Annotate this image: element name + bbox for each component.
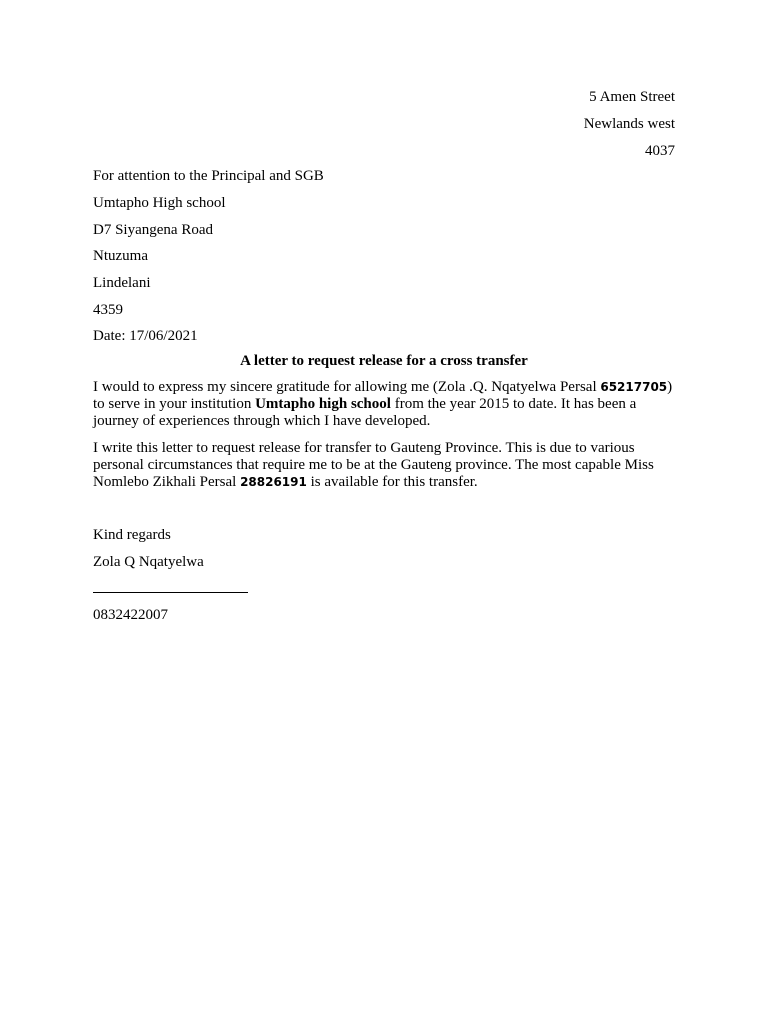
paragraph-gratitude-text-2: ) to serve in your institution — [93, 379, 673, 412]
recipient-town: Lindelani — [93, 275, 151, 291]
signatory-name: Zola Q Nqatyelwa — [93, 554, 204, 570]
closing: Kind regards — [93, 527, 171, 543]
sender-suburb: Newlands west — [583, 116, 675, 132]
recipient-school: Umtapho High school — [93, 195, 226, 211]
recipient-road: D7 Siyangena Road — [93, 222, 213, 238]
signature-line — [93, 592, 248, 593]
persal-number-replacement: 28826191 — [240, 475, 307, 489]
paragraph-gratitude-text-1: I would to express my sincere gratitude for allowing me (Zola .Q. Nqatyelwa Persal — [93, 379, 601, 395]
paragraph-request — [93, 440, 678, 491]
paragraph-gratitude-text-3: from the year 2015 to date. It has been a journey of experiences through which I have developed. — [93, 396, 637, 429]
recipient-area: Ntuzuma — [93, 248, 148, 264]
letter-title: A letter to request release for a cross transfer — [240, 353, 528, 369]
school-name-bold: Umtapho high school — [255, 396, 391, 412]
phone-number: 0832422007 — [93, 607, 168, 623]
recipient-attention: For attention to the Principal and SGB — [93, 168, 324, 184]
paragraph-gratitude — [93, 379, 678, 430]
persal-number-sender: 65217705 — [600, 380, 668, 394]
sender-postal-code: 4037 — [645, 143, 675, 159]
paragraph-request-text-1: I write this letter to request release for transfer to Gauteng Province. This is due to various personal circumstances that require me to be at the Gauteng province. The most capable Miss Nomlebo Zikhali Persal — [93, 440, 654, 490]
sender-street: 5 Amen Street — [589, 89, 675, 105]
letter-date: Date: 17/06/2021 — [93, 328, 198, 344]
paragraph-request-text-2: is available for this transfer. — [306, 474, 478, 490]
recipient-postal-code: 4359 — [93, 302, 123, 318]
